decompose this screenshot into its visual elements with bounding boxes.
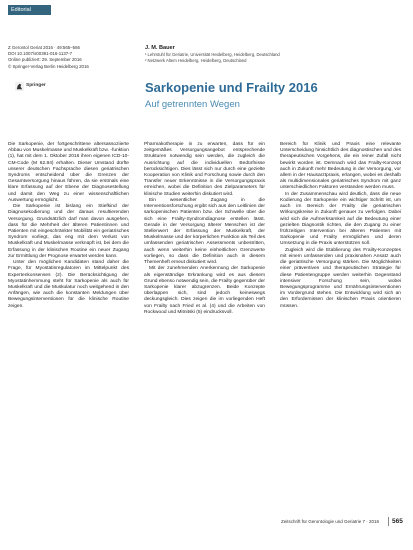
- affiliation-line: ² Netzwerk Altern Heidelberg, Heidelberg, Deutschland: [145, 57, 247, 63]
- article-subtitle: Auf getrennten Wegen: [145, 99, 240, 110]
- affiliations: [145, 52, 395, 63]
- section-tag: Editorial: [8, 5, 51, 15]
- paragraph: Die Sarkopenie, der fortgeschrittene altersassoziierte Abbau von Muskelmasse und Muskelkraft bzw. -funktion (1), hat mit dem 1. Oktober 2016 ihren eigenen ICD-10-CM-Code (M 62.84) erhalten. Dieser Umstand dürfte unserer deutschen Fachsprache diesen geriatrischen Syndroms entscheidend über die Grenzen der Gesamtversorgung hinaus führen, da sie erstmals eine klare Erfassung auf der Ebene der Diagnosestellung und damit den Weg zu einer wissenschaftlichen Auswertung ermöglicht.: [8, 142, 129, 203]
- paragraph: In der Zusammenschau wird deutlich, dass die neue Kodierung der Sarkopenie ein wichtiger Schritt ist, um auch im Bereich der Frailty die geriatrischen Wirkungskreise in Zukunft genauer zu verfolgen. Dabei wird sich die Aufmerksamkeit auf die Bedeutung einer gezielten Diagnostik richten, die den Zugang zu einer frühzeitigen Intervention bei älteren Patienten mit Sarkopenie und Frailty ermöglichen und deren Umsetzung in die Praxis unterstützen soll.: [280, 191, 401, 247]
- page-number: 565: [392, 518, 403, 525]
- author-name: J. M. Bauer: [145, 45, 175, 51]
- text-column-3: [280, 142, 401, 310]
- meta-line: DOI 10.1007/s00391-016-1137-7: [8, 51, 73, 57]
- springer-horse-icon: [15, 82, 24, 91]
- paragraph: Unter den möglichen Kandidaten stand daher die Frage, für Myostatinregulatoren im Mittelpunkt des Expertenkonsenses (2). Die Berücksichtigung der Myostatinhemmung steht für Sarkopenie als auch für Muskelkraft und die Muskulatur noch weitgehend in den Anfängen, wie auch die konstanten Meldungen über Bewegungsinterventionen für die klinische Routine zeigen.: [8, 260, 129, 309]
- publisher-logo: [15, 82, 49, 91]
- paragraph: Zugleich wird die Etablierung des Frailty-Konzeptes mit einem umfassenden und praxisnahen Ansatz auch die geriatrische Versorgung stärken. Die Möglichkeiten einer präventiven und therapeutischen Strategie für diese Patientengruppe werden weiterhin Gegenstand intensiver Forschung sein, wobei Bewegungsprogramme und Ernährungsinterventionen im Vordergrund stehen. Die Entwicklung wird sich an den Erfordernissen der klinischen Praxis orientieren müssen.: [280, 247, 401, 309]
- paragraph: Die Sarkopenie ist bislang ein Stiefkind der Diagnosekodierung und der daraus resultierenden Versorgung. Grundsätzlich darf man davon ausgehen, dass für die Mehrheit der älteren Patientinnen und Patienten mit eingeschränkter Mobilität ein geriatrisches Syndrom vorliegt, das eng mit dem Verlust von Muskelkraft und Muskelmasse verknüpft ist, bei dem die Erfassung in der klinischen Routine ein neuer Zugang zur Ermittlung der Prognose erwartet werden kann.: [8, 204, 129, 259]
- article-meta: [8, 45, 116, 70]
- meta-line: Z Gerontol Geriat 2016 · 49:565–566: [8, 45, 81, 50]
- meta-line: © Springer-Verlag Berlin Heidelberg 2016: [8, 63, 89, 69]
- paragraph: Mit der zunehmenden Anerkennung der Sarkopenie als eigenständige Erkrankung wird es aus diesem Grund ebenso notwendig sein, die Frailty gegenüber der Sarkopenie klarer abzugrenzen. Beide Konzepte überlappen sich, sind jedoch keineswegs deckungsgleich. Dies zeigen die im vorliegenden Heft von Frailty nach Fried et al. (4) und die Arbeiten von Rockwood und Mitnitski (5) eindrucksvoll.: [144, 266, 265, 315]
- text-column-2: [144, 142, 265, 316]
- affiliation-line: ¹ Lehrstuhl für Geriatrie, Universität Heidelberg, Heidelberg, Deutschland: [145, 52, 280, 57]
- text-column-1: [8, 142, 129, 310]
- meta-line: Online publiziert: 29. September 2016: [8, 57, 82, 63]
- paragraph: Ein wesentlicher Zugang in die Interventionsforschung ergibt sich aus den Leitlinien der sarkopenischen Patienten bzw. der Schwelle über die sich eine Frailty-Syndromdiagnose erstellen lässt. Gerade in der Versorgung älterer Menschen ist der Stellenwert der Erfassung der Muskelkraft, der Muskelmasse und der körperlichen Funktion als Teil des umfassenden geriatrischen Assessments unbestritten, auch wenn weiterhin keine einheitlichen Grenzwerte vorliegen, so dass die Definition auch in diesem Themenheft erneut diskutiert wird.: [144, 198, 265, 266]
- paragraph: Bereich für Klinik und Praxis eine relevante Unterscheidung hinsichtlich des diagnostischen und des therapeutischen Vorgehens, die ein reiner Zufall nicht bewirkt worden ist. Demnach wird das Frailty-Konzept auch in Zukunft mehr Bedeutung in der Versorgung, vor allem in der Hausarztpraxis, erlangen, wobei es deshalb als multidimensionales geriatrisches Syndrom mit ganz unterschiedlichen Faktoren verstanden werden muss.: [280, 142, 401, 191]
- article-title: Sarkopenie und Frailty 2016: [145, 80, 318, 95]
- publisher-name: Springer: [26, 83, 46, 88]
- journal-footer: Zeitschrift für Gerontologie und Geriatrie 7 · 2016: [281, 519, 380, 524]
- footer-divider: [388, 517, 389, 526]
- paragraph: Pharmakotherapie in zu erwarten, dass für ein zeitgemäßes Versorgungsangebot entsprechende Strukturen notwendig sein werden, die zugleich die Ausrichtung auf die individuellen Bedürfnisse berücksichtigen. Dies lässt sich nur durch eine gezielte Kooperation von Klinik und Forschung sowie durch den Transfer neuer Erkenntnisse in die Versorgungspraxis erreichen, wobei die Definition des Zielparameters für klinische Studien weiterhin diskutiert wird.: [144, 142, 265, 197]
